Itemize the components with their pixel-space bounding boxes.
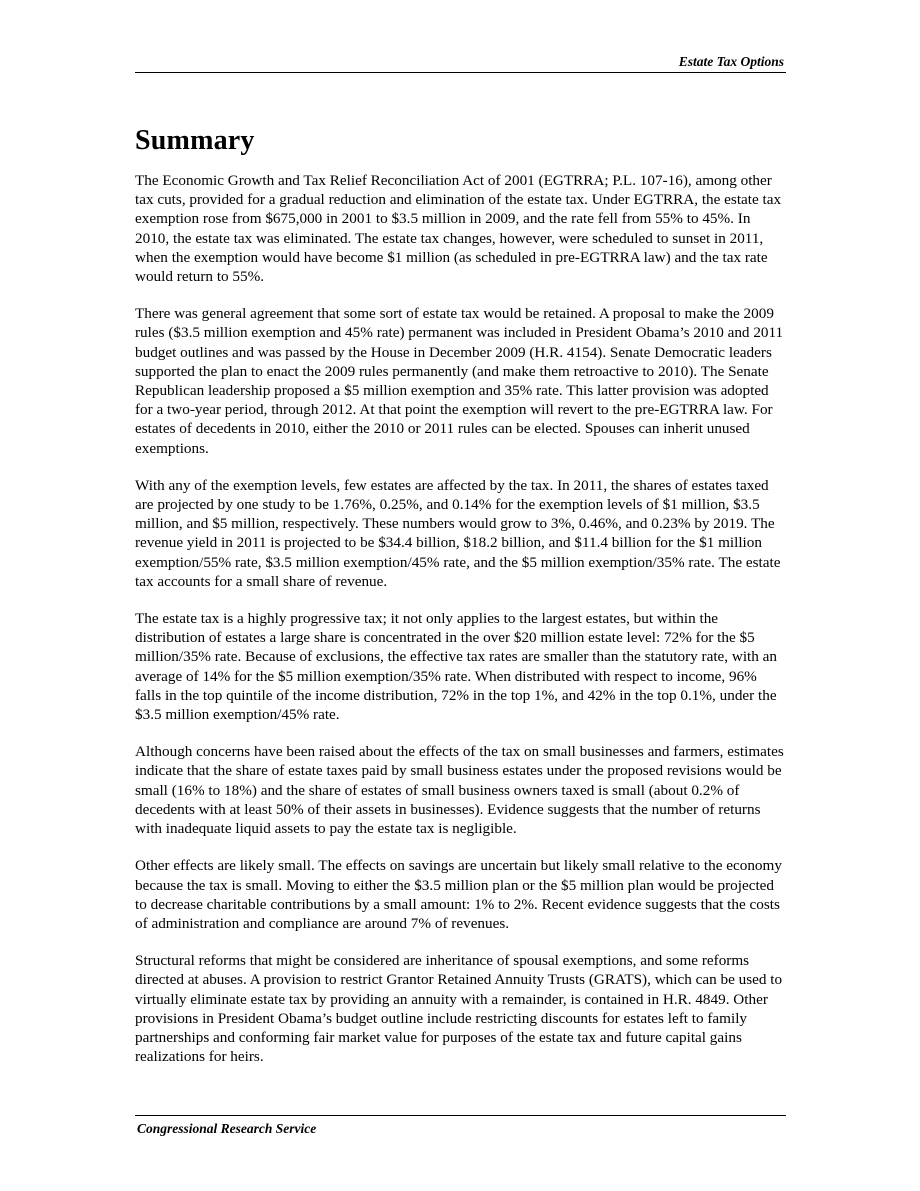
page-title: Summary: [135, 125, 255, 156]
running-header: [135, 52, 786, 73]
footer-organization: Congressional Research Service: [137, 1121, 317, 1136]
running-footer: [135, 1115, 786, 1136]
paragraph-small-business: Although concerns have been raised about the effects of the tax on small businesses and farmers, estimates indicate that the share of estate taxes paid by small business estates under the proposed revisions would be small (16% to 18%) and the share of estates of small business owners taxed is small (about 0.2% of decedents with at least 50% of their assets in businesses). Evidence suggests that the number of returns with inadequate liquid assets to pay the estate tax is negligible.: [135, 743, 784, 838]
paragraph-structural-reforms: Structural reforms that might be considered are inheritance of spousal exemptions, and some reforms directed at abuses. A provision to restrict Grantor Retained Annuity Trusts (GRATS), which can be used to virtually eliminate estate tax by providing an annuity with a remainder, is contained in H.R. 4849. Other provisions in President Obama’s budget outline include restricting discounts for estates left to family partnerships and conforming fair market value for purposes of the estate tax and future capital gains realizations for heirs.: [135, 952, 783, 1066]
paragraph-proposals: There was general agreement that some sort of estate tax would be retained. A proposal to make the 2009 rules ($3.5 million exemption and 45% rate) permanent was included in President Obama’s 2010 and 2011 budget outlines and was passed by the House in December 2009 (H.R. 4154). Senate Democratic leaders supported the plan to enact the 2009 rules permanently (and make them retroactive to 2010). The Senate Republican leadership proposed a $5 million exemption and 35% rate. This latter provision was adopted for a two-year period, through 2012. At that point the exemption will revert to the pre-EGTRRA law. For estates of decedents in 2010, either the 2010 or 2011 rules can be elected. Spouses can inherit unused exemptions.: [135, 305, 784, 457]
paragraph-progressivity: The estate tax is a highly progressive tax; it not only applies to the largest estates, but within the distribution of estates a large share is concentrated in the over $20 million estate level: 72% for the $5 million/35% rate. Because of exclusions, the effective tax rates are smaller than the statutory rate, with an average of 14% for the $5 million exemption/35% rate. When distributed with respect to income, 96% falls in the top quintile of the income distribution, 72% in the top 1%, and 42% in the top 0.1%, under the $3.5 million exemption/45% rate.: [135, 610, 778, 724]
running-header-title: Estate Tax Options: [678, 54, 784, 69]
paragraph-other-effects: Other effects are likely small. The effects on savings are uncertain but likely small relative to the economy because the tax is small. Moving to either the $3.5 million plan or the $5 million plan would be projected to decrease charitable contributions by a small amount: 1% to 2%. Recent evidence suggests that the costs of administration and compliance are around 7% of revenues.: [135, 857, 782, 932]
paragraph-estates-affected: With any of the exemption levels, few estates are affected by the tax. In 2011, the shares of estates taxed are projected by one study to be 1.76%, 0.25%, and 0.14% for the exemption levels of $1 million, $3.5 million, and $5 million, respectively. These numbers would grow to 3%, 0.46%, and 0.23% by 2019. The revenue yield in 2011 is projected to be $34.4 billion, $18.2 billion, and $11.4 billion for the $1 million exemption/55% rate, $3.5 million exemption/45% rate, and the $5 million exemption/35% rate. The estate tax accounts for a small share of revenue.: [135, 476, 781, 590]
paragraph-egtrra-background: The Economic Growth and Tax Relief Reconciliation Act of 2001 (EGTRRA; P.L. 107-16), among other tax cuts, provided for a gradual reduction and elimination of the estate tax. Under EGTRRA, the estate tax exemption rose from $675,000 in 2001 to $3.5 million in 2009, and the rate fell from 55% to 45%. In 2010, the estate tax was eliminated. The estate tax changes, however, were scheduled to sunset in 2011, when the exemption would have become $1 million (as scheduled in pre-EGTRRA law) and the tax rate would return to 55%.: [135, 172, 782, 286]
summary-body: [135, 171, 786, 1084]
